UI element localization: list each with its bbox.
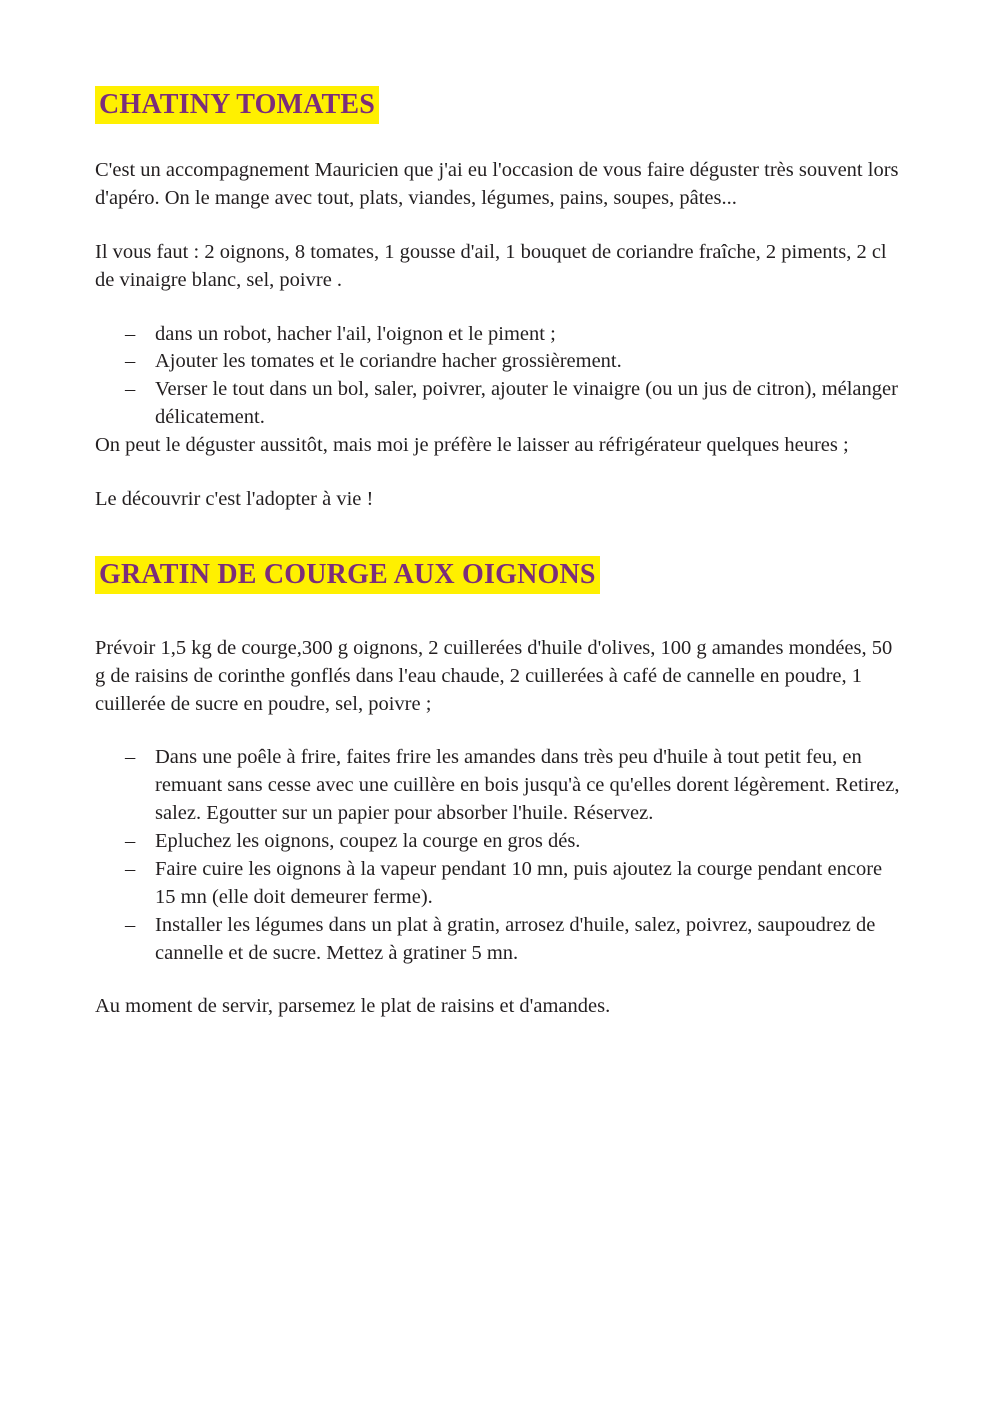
list-item (95, 348, 907, 376)
spacer (95, 718, 907, 744)
dash-bullet-icon: – (125, 857, 136, 880)
list-item (95, 856, 907, 912)
dash-bullet-icon: – (125, 830, 136, 853)
spacer (95, 591, 907, 635)
spacer (95, 295, 907, 321)
list-item-label: dans un robot, hacher l'ail, l'oignon et le piment ; (155, 322, 556, 345)
recipe-title-text: GRATIN DE COURGE AUX OIGNONS (95, 556, 600, 594)
list-item-label: Epluchez les oignons, coupez la courge en gros dés. (155, 830, 581, 853)
list-item-label: Installer les légumes dans un plat à gratin, arrosez d'huile, salez, poivrez, saupoudrez de cannelle et de sucre. Mettez à gratiner 5 mn. (155, 913, 876, 964)
spacer (95, 460, 907, 486)
recipe-note-paragraph: On peut le déguster aussitôt, mais moi je préfère le laisser au réfrigérateur quelques heures ; (95, 434, 849, 457)
recipe-steps-list (95, 321, 907, 433)
recipe-heading-gratin-de-courge-aux-oignons (95, 558, 907, 591)
list-item-label: Faire cuire les oignons à la vapeur pendant 10 mn, puis ajoutez la courge pendant encore 15 mn (elle doit demeurer ferme). (155, 857, 883, 908)
recipe-closing-paragraph: Au moment de servir, parsemez le plat de raisins et d'amandes. (95, 995, 611, 1018)
spacer (95, 121, 907, 157)
dash-bullet-icon: – (125, 350, 136, 373)
list-item (95, 376, 907, 432)
recipe-ingredients-paragraph: Prévoir 1,5 kg de courge,300 g oignons, 2 cuillerées d'huile d'olives, 100 g amandes mondées, 50 g de raisins de corinthe gonflés dans l'eau chaude, 2 cuillerées à café de cannelle en poudre, 1 cuillerée de sucre en poudre, sel, poivre ; (95, 636, 893, 715)
recipe-intro-paragraph: C'est un accompagnement Mauricien que j'ai eu l'occasion de vous faire déguster très souvent lors d'apéro. On le mange avec tout, plats, viandes, légumes, pains, soupes, pâtes... (95, 159, 899, 209)
dash-bullet-icon: – (125, 746, 136, 769)
dash-bullet-icon: – (125, 322, 136, 345)
recipe-closing-paragraph: Le découvrir c'est l'adopter à vie ! (95, 487, 374, 510)
recipe-steps-list (95, 744, 907, 967)
spacer (95, 213, 907, 239)
recipe-ingredients-paragraph: Il vous faut : 2 oignons, 8 tomates, 1 gousse d'ail, 1 bouquet de coriandre fraîche, 2 piments, 2 cl de vinaigre blanc, sel, poivre . (95, 240, 887, 291)
list-item (95, 321, 907, 349)
list-item-label: Dans une poêle à frire, faites frire les amandes dans très peu d'huile à tout petit feu, en remuant sans cesse avec une cuillère en bois jusqu'à ce qu'elles dorent légèrement. Retirez, salez. Egoutter sur un papier pour absorber l'huile. Réservez. (155, 746, 900, 825)
spacer (95, 514, 907, 558)
recipe-title-text: CHATINY TOMATES (95, 86, 379, 124)
list-item (95, 912, 907, 968)
list-item-label: Ajouter les tomates et le coriandre hacher grossièrement. (155, 350, 622, 373)
list-item-label: Verser le tout dans un bol, saler, poivrer, ajouter le vinaigre (ou un jus de citron), mélanger délicatement. (155, 378, 898, 429)
dash-bullet-icon: – (125, 913, 136, 936)
dash-bullet-icon: – (125, 378, 136, 401)
document-content (95, 88, 907, 1021)
list-item (95, 744, 907, 828)
list-item (95, 828, 907, 856)
recipe-heading-chatiny-tomates (95, 88, 907, 121)
spacer (95, 967, 907, 993)
